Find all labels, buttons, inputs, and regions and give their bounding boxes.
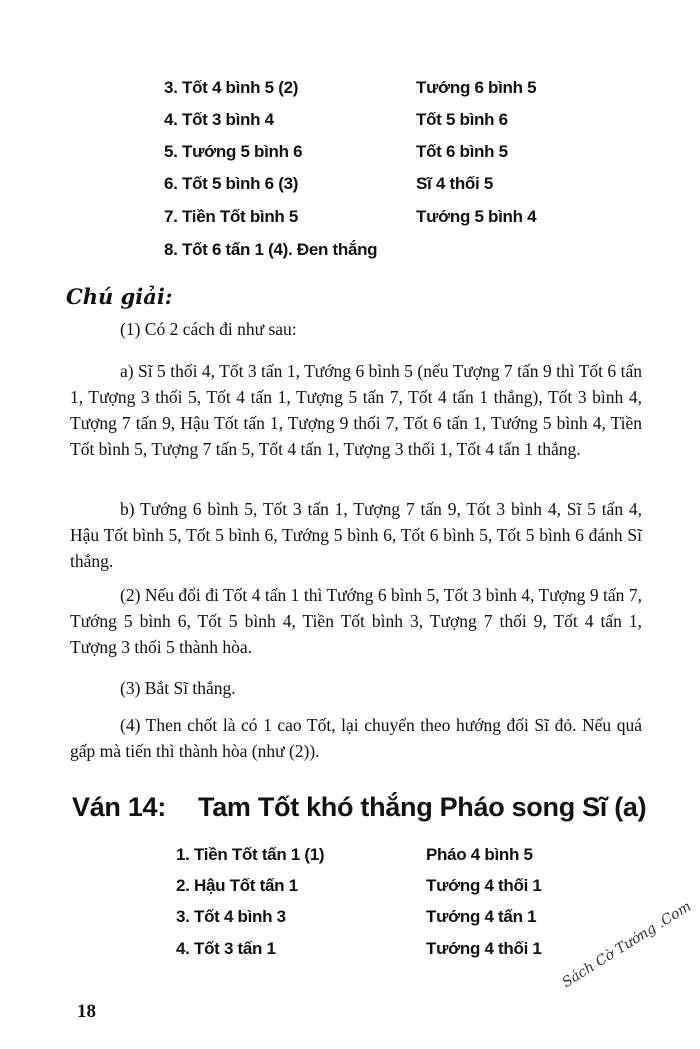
note-paragraph: b) Tướng 6 bình 5, Tốt 3 tấn 1, Tượng 7 tấn 9, Tốt 3 bình 4, Sĩ 5 tấn 4, Hậu Tốt bình 5, Tốt 5 bình 6, Tướng 5 bình 6, Tốt 6 bình 5, Tốt 5 bình 6 đánh Sĩ thắng.: [70, 499, 642, 571]
move-row: [0, 110, 700, 140]
move-row: [0, 174, 700, 204]
red-move: 8. Tốt 6 tấn 1 (4). Đen thắng: [164, 240, 378, 259]
move-row: [0, 240, 700, 270]
page-number: 18: [77, 1001, 96, 1022]
note-paragraph: a) Sĩ 5 thối 4, Tốt 3 tấn 1, Tướng 6 bình 5 (nếu Tượng 7 tấn 9 thì Tốt 6 tấn 1, Tượng 3 thối 5, Tốt 4 tấn 1, Tượng 5 tấn 7, Tốt 4 tấn 1 thắng), Tốt 3 bình 4, Tượng 7 tấn 9, Hậu Tốt tấn 1, Tượng 9 thối 7, Tốt 6 tấn 1, Tướng 5 bình 4, Tiền Tốt bình 5, Tượng 7 tấn 5, Tốt 4 tấn 1, Tượng 3 thối 1, Tốt 4 tấn 1 thắng.: [70, 361, 642, 459]
red-move: 4. Tốt 3 tấn 1: [176, 939, 276, 958]
black-move: Tốt 6 bình 5: [416, 142, 508, 161]
black-move: Tốt 5 bình 6: [416, 110, 508, 129]
note-paragraph: (3) Bắt Sĩ thắng.: [120, 678, 236, 698]
note-paragraph: (1) Có 2 cách đi như sau:: [120, 319, 297, 339]
move-row: [0, 207, 700, 237]
game-title: [72, 792, 692, 823]
black-move: Tướng 4 thối 1: [426, 876, 542, 895]
move-row: [0, 907, 700, 937]
red-move: 3. Tốt 4 bình 5 (2): [164, 78, 299, 97]
red-move: 6. Tốt 5 bình 6 (3): [164, 174, 299, 193]
move-row: [0, 845, 700, 875]
red-move: 4. Tốt 3 bình 4: [164, 110, 274, 129]
black-move: Tướng 6 bình 5: [416, 78, 537, 97]
game-name: Tam Tốt khó thắng Pháo song Sĩ (a): [198, 792, 647, 822]
note-paragraph: (2) Nếu đổi đi Tốt 4 tấn 1 thì Tướng 6 bình 5, Tốt 3 bình 4, Tượng 9 tấn 7, Tướng 5 bình 6, Tốt 5 bình 4, Tiền Tốt bình 3, Tượng 7 thối 9, Tốt 4 tấn 1, Tượng 3 thối 5 thành hòa.: [70, 585, 642, 657]
red-move: 1. Tiền Tốt tấn 1 (1): [176, 845, 325, 864]
black-move: Tướng 4 thối 1: [426, 939, 542, 958]
red-move: 3. Tốt 4 bình 3: [176, 907, 286, 926]
move-row: [0, 78, 700, 108]
note-paragraph: (4) Then chốt là có 1 cao Tốt, lại chuyển theo hướng đối Sĩ đỏ. Nếu quá gấp mà tiến thì thành hòa (như (2)).: [70, 715, 642, 761]
red-move: 5. Tướng 5 bình 6: [164, 142, 303, 161]
red-move: 7. Tiền Tốt bình 5: [164, 207, 299, 226]
move-row: [0, 876, 700, 906]
move-row: [0, 142, 700, 172]
black-move: Sĩ 4 thối 5: [416, 174, 493, 193]
notes-heading: Chú giải:: [66, 284, 173, 309]
watermark-logo: Sách Cờ Tướng .Com: [559, 898, 695, 991]
game-number: Ván 14:: [72, 792, 166, 822]
black-move: Pháo 4 bình 5: [426, 845, 533, 864]
red-move: 2. Hậu Tốt tấn 1: [176, 876, 298, 895]
black-move: Tướng 4 tấn 1: [426, 907, 537, 926]
black-move: Tướng 5 bình 4: [416, 207, 537, 226]
